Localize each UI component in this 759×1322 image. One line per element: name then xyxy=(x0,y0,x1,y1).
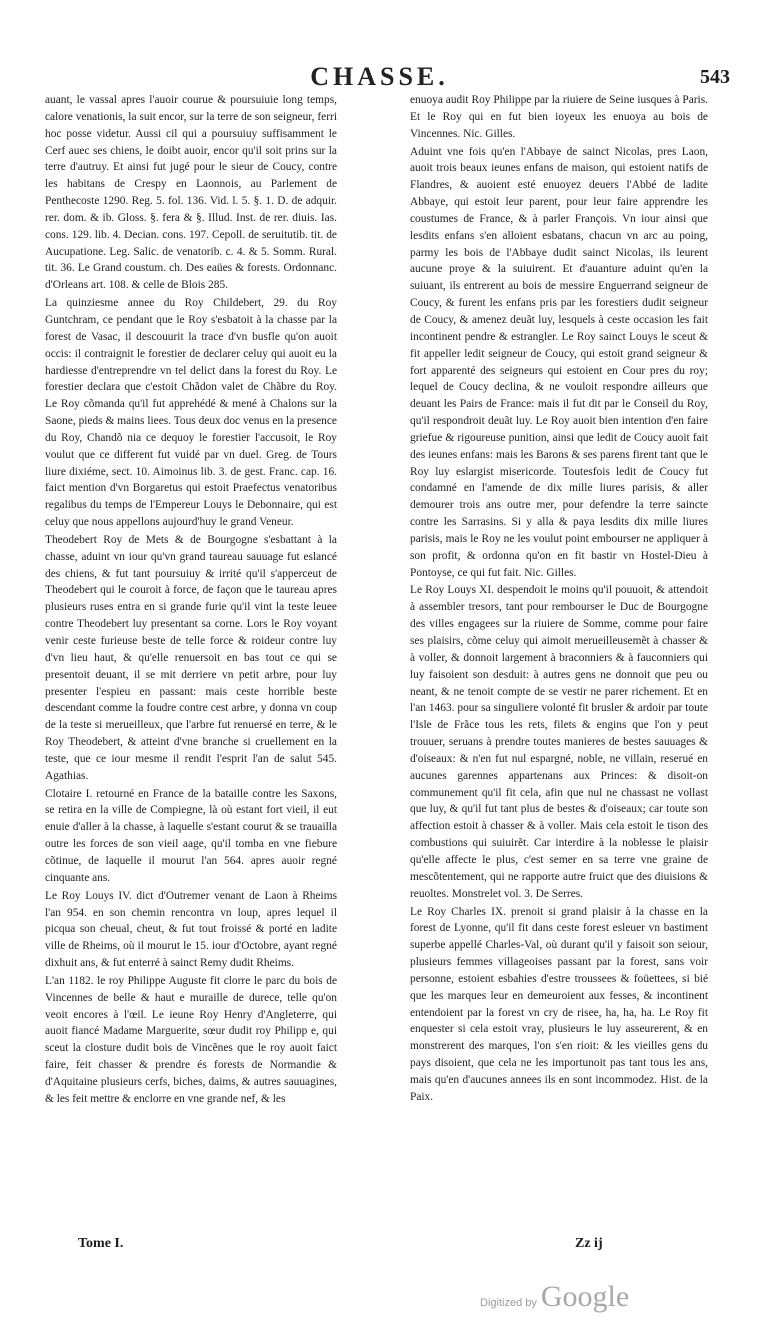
left-column xyxy=(45,92,337,1108)
digitization-watermark xyxy=(480,1280,629,1314)
volume-label: Tome I. xyxy=(78,1236,124,1251)
page-number: 543 xyxy=(700,66,730,88)
paragraph: Theodebert Roy de Mets & de Bourgogne s'esbattant à la chasse, aduint vn iour qu'vn grand taureau sauuage fut eslancé des chiens, & fut tant poursuiuy & irrité qu'il s'apperceut de Theodebert qui le couroit à force, de façon que le taureau apres plusieurs ruses entra en si grande furie qu'il vint la teste leuee contre Theodebert luy presentant sa corne. Lors le Roy voyant venir ceste furieuse beste de telle force & roideur contre luy d'vn lieu haut, & qu'elle renuersoit en bas tout ce qui se presentoit deuant, il se mit derriere vn petit arbre, pour luy presenter l'espieu en passant: mais ceste horrible beste descendant comme la foudre contre cest arbre, y donna vn coup de la teste si merueilleux, que l'arbre fut renuersé en terre, & le Roy Theodebert, & atteint d'vne branche si cruellement en la teste, que ce iour mesme il rendit l'esprit l'an de salut 545. Agathias. xyxy=(45,533,337,782)
watermark-prefix: Digitized by xyxy=(480,1297,537,1309)
running-title: CHASSE. xyxy=(310,62,449,91)
google-logo: Google xyxy=(540,1280,630,1313)
paragraph: Le Roy Louys XI. despendoit le moins qu'il pouuoit, & attendoit à assembler tresors, tant pour rembourser le Duc de Bourgogne des villes engagees sur la riuiere de Somme, comme pour faire ses plaisirs, cõme celuy qui aimoit merueilleusemẽt à chasser & à voller, & donnoit largement à braconniers & à fauconniers qui luy faisoient son desduit: à autres gens ne donnoit que peu ou neant, & ne tenoit compte de se vestir ne parer richement. Et en l'an 1463. pour sa singuliere volonté fit brusler & ardoir par toute l'Isle de Frãce tous les rets, filets & engins que l'on y peut trouuer, seruans à prendre toutes manieres de bestes sauuages & d'oiseaux: & n'en fut nul espargné, noble, ne villain, reserué en aucunes garennes appartenans aux Princes: & disoit-on communement qu'il fit cela, afin que nul ne chassast ne vollast que luy, & qu'il fut tant plus de bestes & d'oiseaux; car toute son affection estoit à chasser & à voller. Mais cela estoit le tison des combustions qui suiuirẽt. Car interdire à la noblesse le plaisir qu'elle affecte le plus, c'est semer en sa terre vne graine de mescõtentement, qui ne rapporte autre fruict que des diuisions & reuoltes. Monstrelet vol. 3. De Serres. xyxy=(410,584,708,900)
paragraph: enuoya audit Roy Philippe par la riuiere de Seine iusques à Paris. Et le Roy qui en fut bien ioyeux les enuoya au bois de Vincennes. Nic. Gilles. xyxy=(410,94,708,140)
paragraph: Le Roy Louys IV. dict d'Outremer venant de Laon à Rheims l'an 954. en son chemin rencontra vn loup, apres lequel il picqua son cheual, cheut, & fut tout froissé & porté en ladite ville de Rheims, où il mourut le 15. iour d'Octobre, ayant regné dixhuit ans, & fut enterré à sainct Remy dudit Rheims. xyxy=(45,889,337,970)
paragraph: La quinziesme annee du Roy Childebert, 29. du Roy Guntchram, ce pendant que le Roy s'esbatoit à la chasse par la forest de Vasac, il descouurit la trace d'vn busfle qu'on auoit occis: il contraignit le forestier de declarer celuy qui auoit eu la hardiesse d'entreprendre vn tel delict dans la forest du Roy. Le forestier declara que c'estoit Chãdon valet de Chãbre du Roy. Le Roy cõmanda qu'il fut apprehédé & mené à Chalons sur la Saone, pieds & mains liees. Tous deux doc venus en la presence du Roy, Chandõ nia ce dequoy le forestier l'accusoit, le Roy voulut que ce different fut vuidé par vn duel. Greg. de Tours liure dixiéme, sect. 10. Aimoinus lib. 3. de gest. Franc. cap. 16. faict mention d'vn Borgaretus qui estoit Praefectus venatoribus regalibus du temps de l'Empereur Louys le Debonnaire, qui est celuy que nous appellons aujourd'huy le grand Veneur. xyxy=(45,297,337,529)
paragraph: auant, le vassal apres l'auoir courue & poursuiuie long temps, calore venationis, la suit encor, sur la terre de son seigneur, ferri hoc posse videtur. Aussi cil qui a poursuiuy suffisamment le Cerf auec ses chiens, le doibt auoir, encor qu'il soit prins sur la terre d'autruy. Et ainsi fut jugé pour le sieur de Coucy, contre les habitans de Crespy en Laonnois, au Parlement de Penthecoste 1290. Reg. 5. fol. 136. Vid. l. 5. §. 1. D. de adquir. rer. dom. & ib. Gloss. §. fera & §. Illud. Inst. de rer. diuis. Ias. cons. 129. lib. 4. Decian. cons. 197. Cepoll. de seruitutib. tit. de Aucupatione. Leg. Salic. de venatorib. c. 4. & 5. Somm. Rural. tit. 36. Le Grand coustum. ch. Des eaües & forests. Ordonnanc. d'Orleans art. 108. & celle de Blois 285. xyxy=(45,94,337,292)
paragraph: Le Roy Charles IX. prenoit si grand plaisir à la chasse en la forest de Lyonne, qu'il fit dans ceste forest esleuer vn bastiment superbe appellé Charles-Val, où durant qu'il y faisoit son seiour, plusieurs femmes villageoises passant par la forest, sans voir personne, estoient esbahies d'estre troussees & foüettees, si bié que les marques leur en demeuroient aux fesses, & incontinent entendoient par la forest vn cry de risee, ha, ha, ha. Le Roy fit enquester si cela estoit vray, plusieurs le luy asseurerent, & en monstrerent des marques, l'on s'en rioit: & les vieilles gens du pays disoient, que cela ne les importunoit pas tant tous les ans, mais qu'en d'aucunes annees ils en sont incommodez. Hist. de la Paix. xyxy=(410,905,708,1103)
right-column xyxy=(410,92,708,1106)
paragraph: Clotaire I. retourné en France de la bataille contre les Saxons, se retira en la ville de Compiegne, là où estant fort vieil, il eut enuie d'aller à la chasse, à laquelle s'estant courut & se trauailla outre les forces de son vieil aage, qu'il tomba en vne fiebure cõtinue, de laquelle il mourut l'an 564. apres auoir regné cinquante ans. xyxy=(45,787,337,884)
paragraph: Aduint vne fois qu'en l'Abbaye de sainct Nicolas, pres Laon, auoit trois beaux ieunes enfans de maison, qui estoient natifs de Flandres, & auoient esté enuoyez deuers l'Abbé de ladite Abbaye, qui estoit leur parent, pour leur faire apprendre les coustumes de France, & à parler François. Vn iour ainsi que lesdits enfans s'en alloient esbatans, chacun vn arc au poing, parmy les bois de l'Abbaye dudit sainct Nicolas, ils leurent aucune proye & la suiuirent. Et d'auanture aduint qu'en la suiuant, ils entrerent au bois de messire Enguerrand seigneur de Coucy, & furent les enfans pris par les forestiers dudit seigneur de Coucy, & amenez deuãt luy, lesquels à ceste occasion les fait incontinent pendre & estrangler. Le Roy sainct Louys le sceut & fit appeller ledit seigneur de Coucy, qui estoit grand seigneur & fort apparenté des seigneurs qui estoient en Cour pres du roy; lequel de Coucy declina, & ne vouloit respondre ailleurs que deuant les Pairs de France: mais il fut dit par le Conseil du Roy, qu'il respondroit deuãt luy. Le Roy auoit bien intention d'en faire griefue & rigoureuse punition, ainsi que ledit de Coucy auoit fait des ieunes enfans: mais les Barons & ses parens firent tant que le Roy luy eslargist misericorde. Toutesfois ledit de Coucy fut condamné en l'amende de dix mille liures parisis, & aller demourer trois ans outre mer, pour defendre la terre saincte contre les Sarrasins. Si y alla & paya lesdits dix mille liures parisis, mais le Roy ne les voulut point embourser ne appliquer à son profit, & ordonna qu'on en fit bastir vn Hostel-Dieu à Pontoyse, ce qui fut fait. Nic. Gilles. xyxy=(410,145,708,579)
paragraph: L'an 1182. le roy Philippe Auguste fit clorre le parc du bois de Vincennes de belle & haut e muraille de durece, telle qu'on veoit encores à l'œil. Le ieune Roy Henry d'Angleterre, qui auoit fiancé Madame Marguerite, sœur dudit roy Philipp e, qui sceut la closture dudit bois de Vincẽnes que le roy auoit faict faire, feit chasser & prendre és forests de Normandie & d'Aquitaine plusieurs cerfs, biches, daims, & autres sauuagines, & les feit mettre & enclorre en vne grande nef, & les xyxy=(45,974,337,1105)
signature-mark: Zz ij xyxy=(575,1236,603,1251)
